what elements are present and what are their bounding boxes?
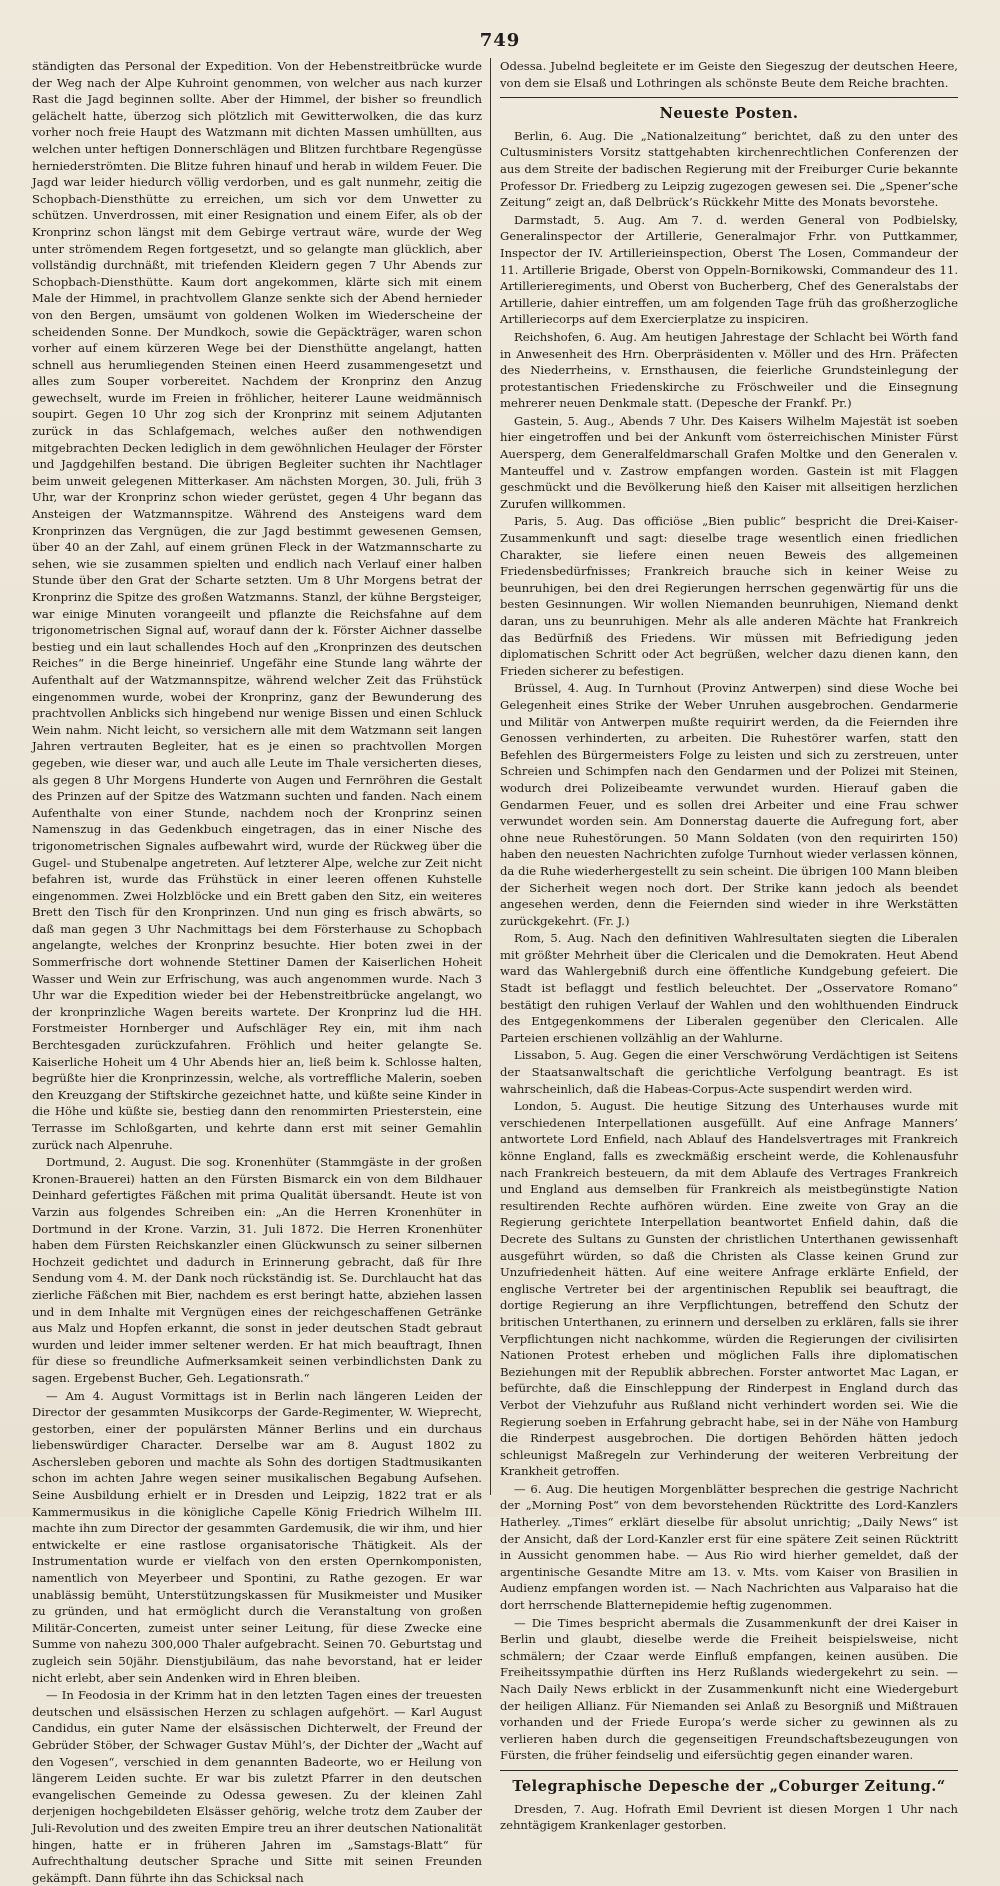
- section-rule: [500, 97, 958, 98]
- news-item-reichshofen: Reichshofen, 6. Aug. Am heutigen Jahrestage der Schlacht bei Wörth fand in Anwesenheit des Hrn. Oberpräsidenten v. Möller und des Hrn. Präfecten des Niederrheins, v. Ernsthausen, die feierliche Grundsteinlegung der protestantischen Friedenskirche zu Fröschweiler und die Einsegnung mehrerer neuen Denkmale statt. (Depesche der Frankf. Pr.): [500, 329, 958, 411]
- news-item-lissabon: Lissabon, 5. Aug. Gegen die einer Verschwörung Verdächtigen ist Seitens der Staatsanwaltschaft die gerichtliche Verfolgung beantragt. Es ist wahrscheinlich, daß die Habeas-Corpus-Acte suspendirt werden wird.: [500, 1048, 958, 1096]
- article-wieprecht-obituary: — Am 4. August Vormittags ist in Berlin nach längeren Leiden der Director der gesammten Musikcorps der Garde-Regimenter, W. Wieprecht, gestorben, einer der populärsten Männer Berlins und ein durchaus liebenswürdiger Character. Derselbe war am 8. August 1802 zu Aschersleben geboren und machte als Sohn des dortigen Stadtmusikanten schon im achten Jahre wegen seiner musikalischen Begabung Aufsehen. Seine Ausbildung erhielt er in Dresden und Leipzig, 1822 trat er als Kammermusikus in die königliche Capelle König Friedrich Wilhelm III. machte ihn zum Director der gesammten Gardemusik, die wir ihm, und hier entwickelte er eine rastlose organisatorische Thätigkeit. Als der Instrumentation wurde er vielfach von den ersten Opernkomponisten, namentlich von Meyerbeer und Spontini, zu Rathe gezogen. Er war unablässig bemüht, Unterstützungskassen für Musikmeister und Musiker zu gründen, und hat ermöglicht durch die Veranstaltung von großen Militär-Concerten, zumeist unter seiner Leitung, für diese Zwecke eine Summe von nahezu 300,000 Thaler aufgebracht. Seinen 70. Geburtstag und zugleich sein 50jähr. Dienstjubiläum, das nahe bevorstand, hat er leider nicht erlebt, aber sein Andenken wird in Ehren bleiben.: [32, 1388, 482, 1685]
- article-continuation-odessa: Odessa. Jubelnd begleitete er im Geiste den Siegeszug der deutschen Heere, von dem sie Elsaß und Lothringen als schönste Beute dem Reiche brachten.: [500, 59, 958, 90]
- section-heading-telegram: Telegraphische Depesche der „Coburger Zeitung.“: [512, 1777, 946, 1795]
- news-item-gastein: Gastein, 5. Aug., Abends 7 Uhr. Des Kaisers Wilhelm Majestät ist soeben hier eingetroffen und bei der Ankunft vom österreichischen Minister Fürst Auersperg, dem Generalfeldmarschall Grafen Moltke und den Generalen v. Manteuffel und v. Zastrow empfangen worden. Gastein ist mit Flaggen geschmückt und die Bevölkerung hieß den Kaiser mit allseitigen herzlichen Zurufen willkommen.: [500, 413, 958, 511]
- article-dortmund-kronenhueter: Dortmund, 2. August. Die sog. Kronenhüter (Stammgäste in der großen Kronen-Brauerei) hatten an den Fürsten Bismarck ein von dem Bildhauer Deinhard gefertigtes Fäßchen mit prima Qualität übersandt. Heute ist von Varzin aus folgendes Schreiben ein: „An die Herren Kronenhüter in Dortmund in der Krone. Varzin, 31. Juli 1872. Die Herren Kronenhüter haben dem Fürsten Reichskanzler einen Glückwunsch zu seiner silbernen Hochzeit gedichtet und dadurch in Erinnerung gebracht, daß für Ihre Sendung vom 4. M. der Dank noch rückständig ist. Se. Durchlaucht hat das zierliche Fäßchen mit Bier, nachdem es erst beringt hatte, abziehen lassen und in dem Inhalte mit Vergnügen eines der reichgeschaffenen Getränke aus Malz und Hopfen erkannt, die sonst in jeder deutschen Stadt gebraut wurden und leider immer seltener werden. Er hat mich beauftragt, Ihnen für diese so freundliche Aufmerksamkeit seinen verbindlichsten Dank zu sagen. Ergebenst Bucher, Geh. Legationsrath.“: [32, 1155, 482, 1385]
- telegram-item-dresden: Dresden, 7. Aug. Hofrath Emil Devrient ist diesen Morgen 1 Uhr nach zehntägigem Krankenlager gestorben.: [500, 1801, 958, 1833]
- news-item-darmstadt: Darmstadt, 5. Aug. Am 7. d. werden General von Podbielsky, Generalinspector der Artillerie, Generalmajor Frhr. von Puttkammer, Inspector der IV. Artillerieinspection, Oberst The Losen, Commandeur der 11. Artillerie Brigade, Oberst von Oppeln-Bornikowski, Commandeur des 11. Artillerieregiments, und Oberst von Bucherberg, Chef des Generalstabs der Artillerie, dahier eintreffen, um am folgenden Tage früh das großherzogliche Artilleriecorps auf dem Exercierplatze zu inspiciren.: [500, 212, 958, 327]
- section-heading-neueste-posten: Neueste Posten.: [659, 105, 799, 123]
- news-item-bruessel: Brüssel, 4. Aug. In Turnhout (Provinz Antwerpen) sind diese Woche bei Gelegenheit eines Strike der Weber Unruhen ausgebrochen. Gendarmerie und Militär von Antwerpen mußte requirirt werden, da die Feiernden ihre Genossen verhinderten, zu arbeiten. Die Ruhestörer warfen, statt den Befehlen des Bürgermeisters Folge zu leisten und sich zu zerstreuen, unter Schreien und Schimpfen nach den Gendarmen und der Polizei mit Steinen, wodurch drei Polizeibeamte verwundet wurden. Hierauf gaben die Gendarmen Feuer, und es sollen drei Arbeiter und eine Frau schwer verwundet worden sein. Am Donnerstag dauerte die Aufregung fort, aber ohne neue Ruhestörungen. 50 Mann Soldaten (von den requirirten 150) haben den neuesten Nachrichten zufolge Turnhout wieder verlassen können, da die Ruhe wiederhergestellt zu sein scheint. Die übrigen 100 Mann bleiben der Sicherheit wegen noch dort. Der Strike kann jedoch als beendet angesehen werden, denn die Feiernden sind wieder in ihre Werkstätten zurückgekehrt. (Fr. J.): [500, 681, 958, 928]
- news-item-rom: Rom, 5. Aug. Nach den definitiven Wahlresultaten siegten die Liberalen mit größter Mehrheit über die Clericalen und die Demokraten. Heut Abend ward das Wahlergebniß durch eine öffentliche Kundgebung gefeiert. Die Stadt ist beflaggt und festlich beleuchtet. Der „Osservatore Romano“ bestätigt den ruhigen Verlauf der Wahlen und den wohlthuenden Eindruck des Entgegenkommens der Liberalen gegenüber den Clericalen. Alle Parteien erschienen vollzählig an der Wahlurne.: [500, 931, 958, 1045]
- column-divider: [490, 58, 491, 1495]
- news-item-berlin: Berlin, 6. Aug. Die „Nationalzeitung“ berichtet, daß zu den unter des Cultusministers Vorsitz stattgehabten kirchenrechtlichen Conferenzen der aus dem Streite der badischen Regierung mit der Freiburger Curie bekannte Professor Dr. Friedberg zu Leipzig zugezogen gewesen sei. Die „Spener’sche Zeitung“ zeigt an, daß Delbrück’s Rückkehr Mitte des Monats bevorstehe.: [500, 128, 958, 210]
- left-column: [32, 58, 482, 1885]
- news-item-london-6aug: — 6. Aug. Die heutigen Morgenblätter besprechen die gestrige Nachricht der „Morning Post“ von dem bevorstehenden Rücktritte des Lord-Kanzlers Hatherley. „Times“ erklärt dieselbe für absolut unrichtig; „Daily News“ ist der Ansicht, daß der Lord-Kanzler erst für eine spätere Zeit seinen Rücktritt in Aussicht genommen habe. — Aus Rio wird hierher gemeldet, daß der argentinische Gesandte Mitre am 13. v. Mts. vom Kaiser von Brasilien in Audienz empfangen worden ist. — Nach Nachrichten aus Valparaiso hat die dort herrschende Blatternepidemie heftig zugenommen.: [500, 1481, 958, 1613]
- news-item-paris: Paris, 5. Aug. Das officiöse „Bien public“ bespricht die Drei-Kaiser-Zusammenkunft und sagt: dieselbe trage wesentlich einen friedlichen Charakter, sie liefere einen neuen Beweis des allgemeinen Friedensbedürfnisses; Frankreich brauche sich in keiner Weise zu beunruhigen, bei den drei Regierungen herrschen gegenwärtig für uns die besten Gesinnungen. Wir wollen Niemanden beunruhigen, Niemand denkt daran, uns zu beunruhigen. Mehr als alle anderen Mächte hat Frankreich das Bedürfniß des Friedens. Wir müssen mit Befriedigung jeden diplomatischen Schritt oder Act begrüßen, welcher dazu dienen kann, den Frieden sicherer zu befestigen.: [500, 514, 958, 678]
- article-watzmann-expedition: ständigten das Personal der Expedition. Von der Hebenstreitbrücke wurde der Weg nach der Alpe Kuhroint genommen, von welcher aus nach kurzer Rast die Jagd beginnen sollte. Aber der Himmel, der bisher so freundlich gelächelt hatte, überzog sich plötzlich mit Gewitterwolken, die das kurz vorher noch freie Haupt des Watzmann mit dichten Massen umhüllten, aus welchen unter heftigen Donnerschlägen und Blitzen furchtbare Regengüsse herniederströmten. Die Blitze fuhren hinauf und herab in wildem Feuer. Die Jagd war leider hiedurch völlig verdorben, und es galt nunmehr, zeitig die Schopbach-Diensthütte zu erreichen, um sich vor dem Unwetter zu schützen. Unverdrossen, mit einer Resignation und einem Eifer, als ob der Kronprinz schon längst mit dem Gebirge vertraut wäre, wurde der Weg unter strömendem Regen fortgesetzt, und so gelangte man glücklich, aber vollständig durchnäßt, mit triefenden Kleidern gegen 7 Uhr Abends zur Schopbach-Diensthütte. Kaum dort angekommen, klärte sich mit einem Male der Himmel, in prachtvollem Glanze senkte sich der Abend hernieder von den Bergen, umsäumt von goldenen Wolken im Wiederscheine der scheidenden Sonne. Der Mundkoch, sowie die Gepäckträger, waren schon vorher auf einem kürzeren Wege bei der Diensthütte angelangt, hatten schnell aus herumliegenden Steinen einen Heerd zusammengesetzt und alles zum Souper vorbereitet. Nachdem der Kronprinz den Anzug gewechselt, wurde im Freien in fröhlicher, heiterer Laune weidmännisch soupirt. Gegen 10 Uhr zog sich der Kronprinz mit seinem Adjutanten zurück in das Schlafgemach, welches außer den nothwendigen mitgebrachten Decken lediglich in dem gewöhnlichen Heulager der Förster und Jagdgehilfen bestand. Die übrigen Begleiter suchten ihr Nachtlager beim unweit gelegenen Mitterkaser. Am nächsten Morgen, 30. Juli, früh 3 Uhr, war der Kronprinz schon wieder gerüstet, gegen 4 Uhr begann das Ansteigen der Watzmannspitze. Während des Ansteigens ward dem Kronprinzen das Vergnügen, die zur Jagd bestimmt gewesenen Gemsen, über 40 an der Zahl, auf einem grünen Fleck in der Watzmannscharte zu sehen, wie sie zusammen spielten und endlich nach Verlauf einer halben Stunde über den Grat der Scharte setzten. Um 8 Uhr Morgens betrat der Kronprinz die Spitze des großen Watzmanns. Stanzl, der kühne Bergsteiger, war einige Minuten vorangeeilt und pflanzte die Reichsfahne auf dem trigonometrischen Signal auf, worauf dann der k. Förster Aichner dasselbe bestieg und ein laut schallendes Hoch auf den „Kronprinzen des deutschen Reiches“ in die Berge hineinrief. Ungefähr eine Stunde lang währte der Aufenthalt auf der Watzmannspitze, während welcher Zeit das Frühstück eingenommen wurde, wobei der Kronprinz, ganz der Bewunderung des prachtvollen Anblicks sich hingebend nur wenige Bissen und einen Schluck Wein nahm. Nicht leicht, so versichern alle mit dem Watzmann seit langen Jahren vertrauten Begleiter, hat es je einen so prachtvollen Morgen gegeben, wie dieser war, und auch alle Leute im Thale versicherten dieses, als gegen 8 Uhr Morgens Hunderte von Augen und Fernröhren die Gestalt des Prinzen auf der Spitze des Watzmann suchten und fanden. Nach einem Aufenthalte von einer Stunde, nachdem noch der Kronprinz seinen Namenszug in das Gedenkbuch eingetragen, das in einer Nische des trigonometrischen Signales aufbewahrt wird, wurde der Rückweg über die Gugel- und Stubenalpe angetreten. Auf letzterer Alpe, welche zur Zeit nicht befahren ist, wurde das Frühstück in einer leeren offenen Kuhstelle eingenommen. Zwei Holzblöcke und ein Brett gaben den Sitz, ein weiteres Brett den Tisch für den Kronprinzen. Und nun ging es frisch abwärts, so daß man gegen 3 Uhr Nachmittags bei dem Försterhause zu Schopbach angelangte, welches der Kronprinz besuchte. Hier boten zwei in der Sommerfrische dort wohnende Stettiner Damen der Kaiserlichen Hoheit Wasser und Wein zur Erfrischung, was auch angenommen wurde. Nach 3 Uhr war die Expedition wieder bei der Hebenstreitbrücke angelangt, wo der kronprinzliche Wagen bereits wartete. Der Kronprinz lud die HH. Forstmeister Hornberger und Aufschläger Rey ein, mit ihm nach Berchtesgaden zurückzufahren. Fröhlich und heiter gelangte Se. Kaiserliche Hoheit um 4 Uhr Abends hier an, ließ beim k. Schlosse halten, begrüßte hier die Kronprinzessin, welche, als vortreffliche Malerin, soeben den Kreuzgang der Stiftskirche gezeichnet hatte, und küßte seine Kinder in die Höhe und küßte sie, bestieg dann den renommirten Priesterstein, eine Terrasse im Schloßgarten, und kehrte dann erst mit seiner Gemahlin zurück nach Alpenruhe.: [32, 59, 482, 1152]
- right-column: [500, 58, 958, 1833]
- news-item-london: London, 5. August. Die heutige Sitzung des Unterhauses wurde mit verschiedenen Interpellationen ausgefüllt. Auf eine Anfrage Manners’ antwortete Lord Enfield, nach Ablauf des Handelsvertrages mit Frankreich könne England, falls es zweckmäßig erscheint werde, die Kohlenausfuhr nach Frankreich besteuern, da mit dem Ablaufe des Vertrages Frankreich und England aus demselben für Frankreich als meistbegünstigte Nation resultirenden Rechte aufhören würden. Eine zweite von Gray an die Regierung gerichtete Interpellation beantwortet Enfield dahin, daß die Decrete des Sultans zu Gunsten der christlichen Unterthanen gewissenhaft ausgeführt würden, so daß die Christen als Classe keinen Grund zur Unzufriedenheit hätten. Auf eine weitere Anfrage erklärte Enfield, der englische Vertreter bei der argentinischen Republik sei beauftragt, die dortige Regierung an ihre Verpflichtungen, betreffend den Schutz der britischen Unterthanen, zu erinnern und derselben zu erklären, falls sie ihrer Verpflichtungen nicht nachkomme, würden die Regierungen der civilisirten Nationen Protest erheben und möglichen Falls ihre diplomatischen Beziehungen mit der Republik abbrechen. Forster antwortet Mac Lagan, er befürchte, daß die Einschleppung der Rinderpest in England durch das Verbot der Viehzufuhr aus Rußland nicht verhindert worden sei. Wie die Regierung soeben in Erfahrung gebracht habe, sei in der Nähe von Hamburg die Rinderpest ausgebrochen. Die dortigen Behörden hätten jedoch schleunigst Maßregeln zur Verhinderung der weiteren Verbreitung der Krankheit getroffen.: [500, 1099, 958, 1479]
- section-rule-telegram: [500, 1770, 958, 1771]
- article-candidus-obituary: — In Feodosia in der Krimm hat in den letzten Tagen eines der treuesten deutschen und elsässischen Herzen zu schlagen aufgehört. — Karl August Candidus, ein guter Name der elsässischen Dichterwelt, der Freund der Gebrüder Stöber, der Schwager Gustav Mühl’s, der Dichter der „Wacht auf den Vogesen“, verschied in dem genannten Badeorte, wo er Heilung von längerem Leiden suchte. Er war bis zuletzt Pfarrer in den deutschen evangelischen Gemeinde zu Odessa gewesen. Zu der kleinen Zahl derjenigen hochgebildeten Elsässer gehörig, welche trotz dem Zauber der Juli-Revolution und des zweiten Empire treu an ihrer deutschen Nationalität hingen, hatte er in früheren Jahren im „Samstags-Blatt“ für Aufrechthaltung deutscher Sprache und Sitte mit seinen Freunden gekämpft. Dann führte ihn das Schicksal nach: [32, 1688, 482, 1885]
- page-number: 749: [479, 30, 521, 51]
- news-item-times: — Die Times bespricht abermals die Zusammenkunft der drei Kaiser in Berlin und glaubt, dieselbe werde die Freiheit beispielsweise, nicht schmälern; der Czaar werde Einfluß empfangen, keinen ausüben. Die Freiheitssympathie dürften ins Herz Rußlands wiedergekehrt zu sein. — Nach Daily News erblickt in der Zusammenkunft nicht eine Wiedergeburt der heiligen Allianz. Für Niemanden sei Anlaß zu Besorgniß und Mißtrauen vorhanden und der Friede Europa’s werde sicher zu gewinnen als zu verlieren haben durch die gegenseitigen Freundschaftsbezeugungen von Fürsten, die früher feindselig und eifersüchtig gegen einander waren.: [500, 1615, 958, 1763]
